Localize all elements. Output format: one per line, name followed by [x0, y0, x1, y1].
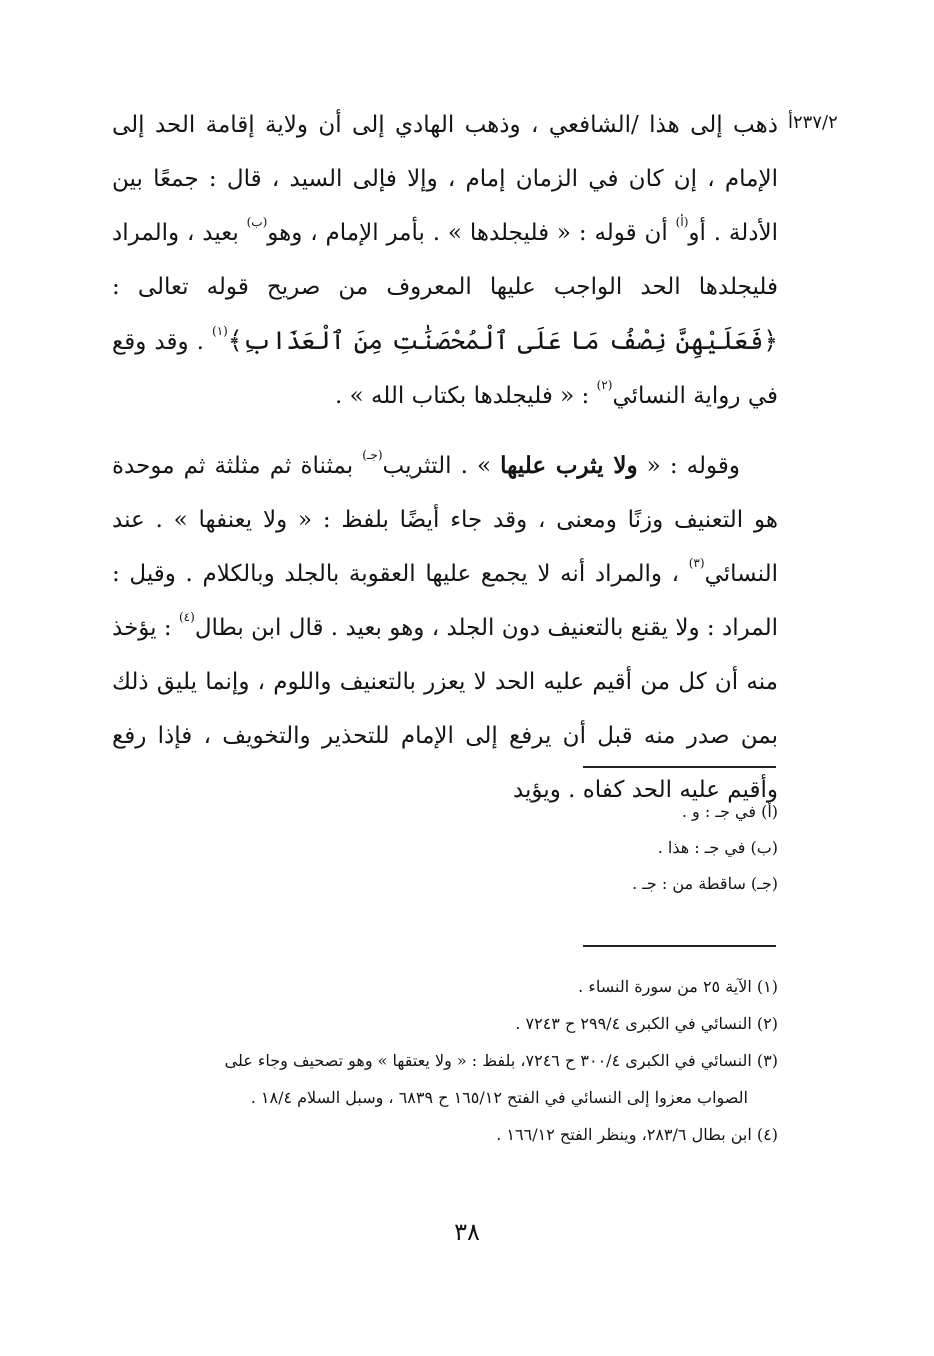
numbered-footnote-continuation-text: الصواب معزوا إلى النسائي في الفتح ١٦٥/١٢ ح ٦٨٣٩ ، وسبل السلام ١٨/٤ . — [250, 1088, 748, 1107]
numbered-footnotes — [112, 968, 778, 1153]
paragraph-2-text: » . التثريب — [382, 453, 501, 479]
paragraph-2-text: : يؤخذ منه أن كل من أقيم عليه الحد لا يعزر بالتعنيف واللوم ، وإنما يليق ذلك بمن صدر منه قبل أن يرفع إلى الإمام للتحذير والتخويف ، فإذا رفع وأقيم عليه الحد كفاه . ويؤيد — [112, 615, 778, 803]
footnote-marker-jim: (جـ) — [362, 448, 383, 462]
paragraph-1-text: بعيد ، والمراد فليجلدها الحد الواجب عليها المعروف من صريح قوله تعالى : — [112, 220, 778, 300]
footnote-marker-2: (٢) — [596, 378, 613, 392]
main-text — [112, 98, 778, 817]
footnote-marker-4: (٤) — [178, 610, 195, 624]
paragraph-1-text: أن قوله : « فليجلدها » . بأمر الإمام ، وهو — [267, 220, 676, 246]
footnote-marker-alif: (أ) — [675, 215, 689, 229]
numbered-footnote: (٢) النسائي في الكبرى ٢٩٩/٤ ح ٧٢٤٣ . — [515, 1014, 778, 1033]
paragraph-1-text: ذهب إلى هذا /الشافعي ، وذهب الهادي إلى أن ولاية إقامة الحد إلى الإمام ، إن كان في الزمان إمام ، وإلا فإلى السيد ، قال : جمعًا بين الأدلة . أو — [112, 112, 778, 246]
footnote-divider — [583, 766, 776, 768]
numbered-footnote: (٤) ابن بطال ٢٨٣/٦، وينظر الفتح ١٦٦/١٢ . — [496, 1125, 778, 1144]
paragraph-1-text: : « فليجلدها بكتاب الله » . — [334, 383, 597, 409]
paragraph-2-text: ، والمراد أنه لا يجمع عليها العقوبة بالجلد وبالكلام . وقيل : المراد : ولا يقنع بالتعنيف دون الجلد ، وهو بعيد . قال ابن بطال — [112, 561, 778, 641]
bold-quote: ولا يثرب عليها — [500, 452, 638, 479]
paragraph-1 — [112, 98, 778, 423]
letter-footnote: (ب) في جـ : هذا . — [657, 838, 778, 857]
paragraph-2-text: بمثناة ثم مثلثة ثم موحدة هو التعنيف وزنًا ومعنى ، وقد جاء أيضًا بلفظ : « ولا يعنفها » . عند النسائي — [112, 453, 778, 587]
numbered-footnote: (١) الآية ٢٥ من سورة النساء . — [578, 977, 778, 996]
footnote-marker-1: (١) — [212, 324, 228, 338]
letter-footnote: (أ) في جـ : و . — [681, 802, 778, 821]
paragraph-2-text: وقوله : « — [637, 453, 740, 479]
paragraph-1-text: . وقد وقع في رواية النسائي — [112, 329, 778, 409]
quran-verse: ﴿فَعَلَيْهِنَّ نِصْفُ مَا عَلَى ٱلْمُحْصَنَٰتِ مِنَ ٱلْعَذَابِ﴾ — [227, 326, 779, 355]
footnote-marker-ba: (ب) — [246, 215, 268, 229]
paragraph-2 — [112, 439, 778, 817]
numbered-footnote: (٣) النسائي في الكبرى ٣٠٠/٤ ح ٧٢٤٦، بلفظ : « ولا يعتقها » وهو تصحيف وجاء على — [224, 1051, 778, 1070]
footnote-marker-3: (٣) — [688, 556, 705, 570]
letter-footnotes — [112, 794, 778, 902]
footnote-divider — [583, 945, 776, 947]
letter-footnote: (جـ) ساقطة من : جـ . — [632, 874, 778, 893]
folio-margin-note: ٢٣٧/٢أ — [788, 112, 838, 133]
numbered-footnote-continuation — [112, 1079, 778, 1116]
page-number: ٣٨ — [454, 1218, 480, 1246]
